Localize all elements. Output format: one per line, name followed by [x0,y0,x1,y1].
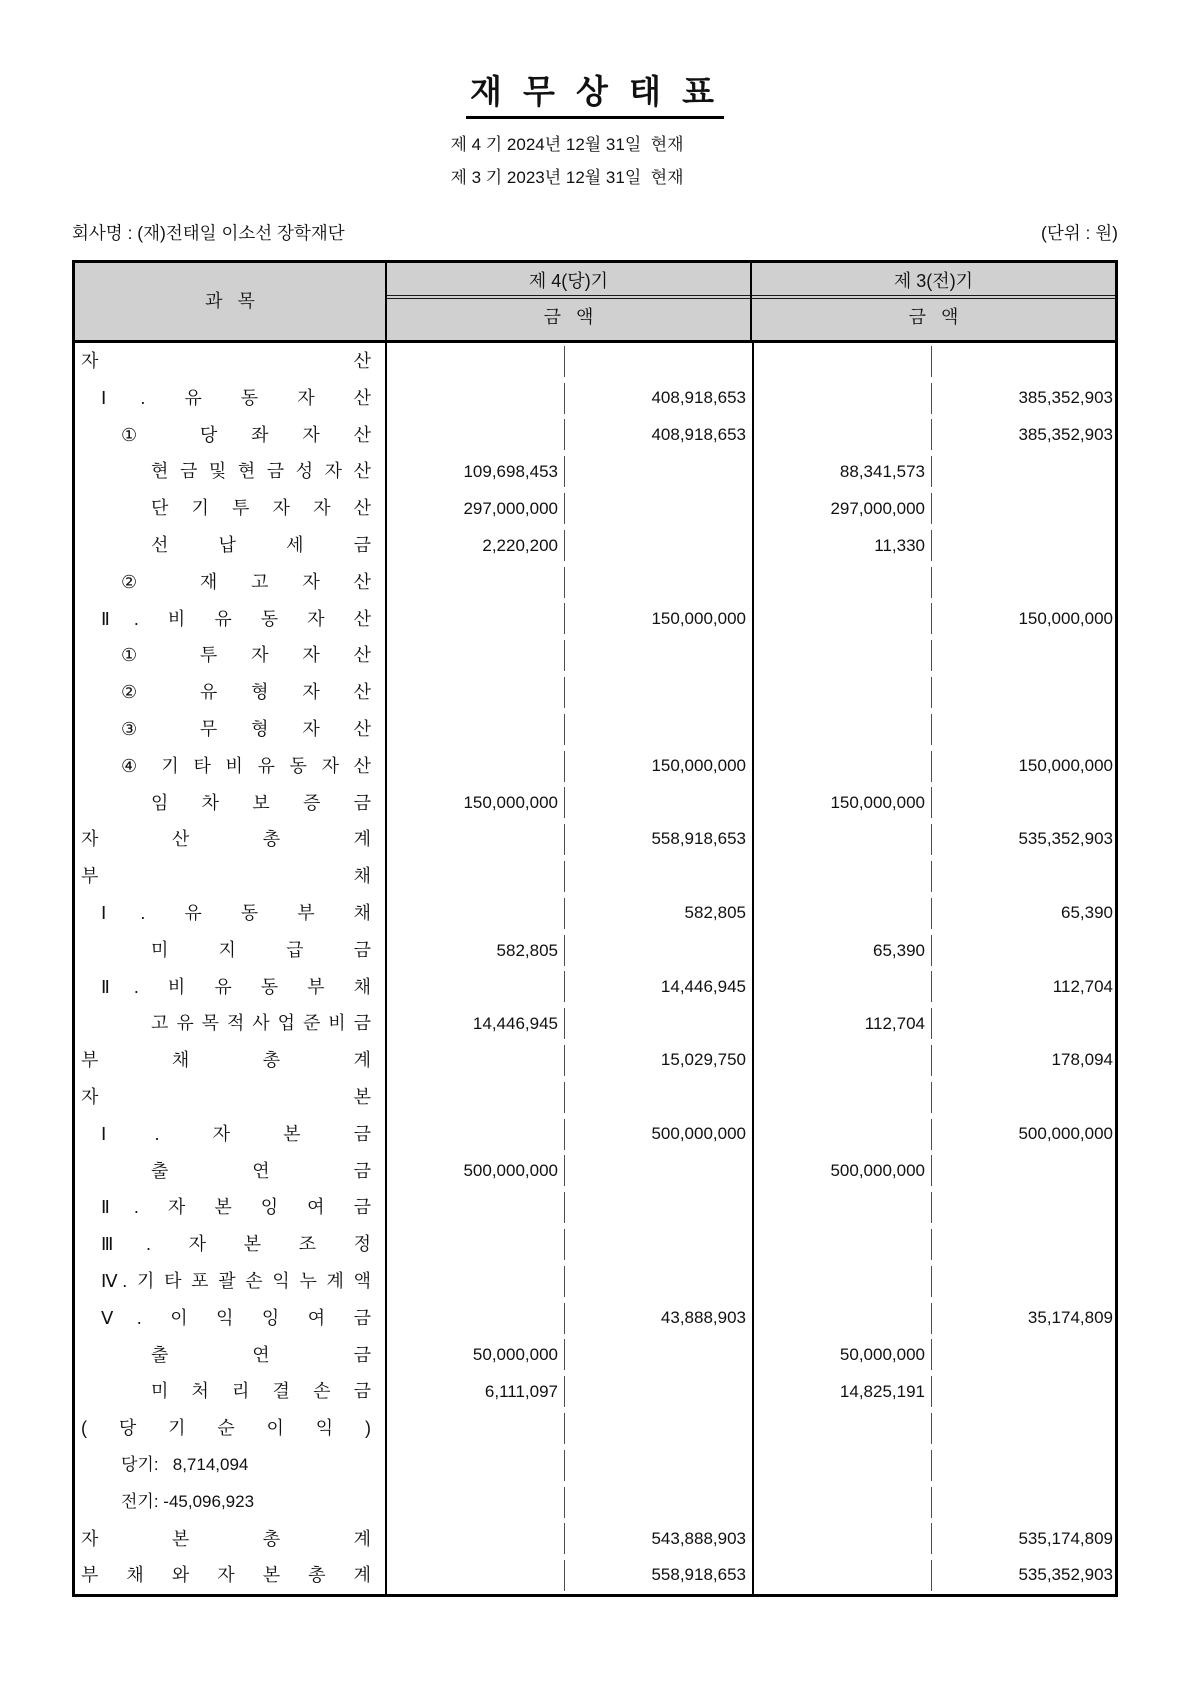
row-subject: 자 본 [81,1086,371,1107]
report-dates [0,128,1190,194]
amount-total [932,1447,1119,1484]
table-row [75,343,1115,380]
row-period-group [385,1300,752,1337]
row-period-group [752,490,1119,527]
amount-detail: 109,698,453 [387,456,565,487]
amount-total: 582,805 [684,902,746,922]
table-row [75,453,1115,490]
row-period-group [385,858,752,895]
row-period-group [385,1337,752,1374]
row-period-group [752,1005,1119,1042]
amount-detail [387,383,565,414]
row-period-group [752,1042,1119,1079]
amount-total [932,1153,1119,1190]
amount-total: 150,000,000 [1018,755,1113,775]
row-period-group [752,1153,1119,1190]
amount-total [932,1410,1119,1447]
amount-total [565,858,752,895]
row-period-group [385,1079,752,1116]
amount-total [565,1484,752,1521]
amount-detail [754,824,932,855]
amount-total [932,490,1119,527]
amount-total [932,1226,1119,1263]
amount-total [932,858,1119,895]
amount-total [565,711,752,748]
row-period-group [385,1410,752,1447]
table-row [75,564,1115,601]
row-period-group [385,1153,752,1190]
row-period-group [752,1116,1119,1153]
row-period-group [385,1521,752,1558]
amount-total: 385,352,903 [1018,387,1113,407]
amount-total [932,1373,1119,1410]
amount-total: 500,000,000 [1018,1123,1113,1143]
amount-detail: 297,000,000 [387,493,565,524]
row-period-group [752,637,1119,674]
row-period-group [385,637,752,674]
row-subject: 부 채 총 계 [81,1050,371,1071]
row-subject: 부 채 [81,866,371,887]
amount-total [565,1189,752,1226]
row-subject: Ⅱ. 비 유 동 자 산 [101,608,371,629]
amount-detail [387,677,565,708]
amount-total: 150,000,000 [651,608,746,628]
table-row [75,1079,1115,1116]
amount-detail [387,1192,565,1223]
amount-detail [754,1192,932,1223]
row-period-group [752,601,1119,638]
table-row [75,969,1115,1006]
row-subject: Ⅲ. 자 본 조 정 [101,1234,371,1255]
row-subject: Ⅱ. 비 유 동 부 채 [101,976,371,997]
amount-detail [387,1560,565,1591]
amount-total [932,1079,1119,1116]
row-subject: 선 납 세 금 [151,534,371,555]
row-period-group [752,932,1119,969]
amount-total: 112,704 [1052,976,1113,996]
row-period-group [385,417,752,454]
row-period-group [752,1447,1119,1484]
row-subject: Ⅰ. 자 본 금 [101,1123,371,1144]
amount-total: 500,000,000 [651,1123,746,1143]
amount-detail [387,1450,565,1481]
row-period-group [385,932,752,969]
amount-total [932,1337,1119,1374]
amount-detail [387,567,565,598]
row-period-group [752,1189,1119,1226]
amount-detail [387,640,565,671]
amount-detail: 14,446,945 [387,1008,565,1039]
amount-total: 65,390 [1061,902,1113,922]
amount-detail: 50,000,000 [754,1339,932,1370]
table-row [75,1557,1115,1594]
amount-detail [754,1487,932,1518]
amount-detail [754,971,932,1002]
row-period-group [385,343,752,380]
table-row [75,785,1115,822]
amount-total [565,785,752,822]
amount-total: 150,000,000 [651,755,746,775]
row-period-group [752,1521,1119,1558]
unit-label: (단위 : 원) [1041,223,1118,243]
table-row [75,1484,1115,1521]
row-period-group [752,1079,1119,1116]
row-period-group [752,343,1119,380]
row-period-group [752,1410,1119,1447]
amount-detail [387,1266,565,1297]
amount-total: 35,174,809 [1027,1307,1113,1327]
amount-total: 408,918,653 [651,387,746,407]
amount-total [565,1373,752,1410]
table-row [75,1005,1115,1042]
row-subject: 자 본 총 계 [81,1528,371,1549]
amount-total: 408,918,653 [651,424,746,444]
row-period-group [385,1557,752,1594]
row-subject: 자 산 총 계 [81,829,371,850]
amount-total [932,564,1119,601]
amount-total [565,1447,752,1484]
row-subject: ③ 무 형 자 산 [121,718,371,739]
amount-total [932,932,1119,969]
row-subject: 현 금 및 현 금 성 자 산 [151,461,371,482]
amount-detail [754,751,932,782]
meta-line [72,220,1118,245]
row-period-group [752,417,1119,454]
amount-detail: 150,000,000 [387,787,565,818]
row-period-group [752,1337,1119,1374]
amount-total: 43,888,903 [660,1307,746,1327]
amount-detail: 88,341,573 [754,456,932,487]
table-row [75,417,1115,454]
row-subject: ( 당 기 순 이 익 ) [81,1418,371,1439]
amount-detail: 6,111,097 [387,1376,565,1407]
amount-total [565,1005,752,1042]
row-period-group [385,601,752,638]
column-header-subject: 과 목 [205,291,255,311]
column-header-period4 [385,263,750,340]
amount-total: 15,029,750 [660,1050,746,1070]
row-period-group [752,1263,1119,1300]
amount-detail [754,861,932,892]
table-row [75,1116,1115,1153]
amount-total: 150,000,000 [1018,608,1113,628]
row-subject: 부 채 와 자 본 총 계 [81,1565,371,1586]
row-subject: 자 산 [81,351,371,371]
amount-total [565,1263,752,1300]
row-period-group [752,1373,1119,1410]
amount-total [565,637,752,674]
amount-total [932,1263,1119,1300]
amount-total [565,1153,752,1190]
row-subject: 단 기 투 자 자 산 [151,498,371,519]
table-row [75,637,1115,674]
row-period-group [385,1042,752,1079]
row-subject: 고 유 목 적 사 업 준 비 금 [151,1013,371,1034]
amount-detail [754,1266,932,1297]
row-period-group [752,1557,1119,1594]
table-row [75,1410,1115,1447]
table-row [75,1189,1115,1226]
row-period-group [385,1373,752,1410]
amount-detail: 150,000,000 [754,787,932,818]
table-header [75,263,1115,343]
amount-total: 178,094 [1051,1050,1113,1070]
amount-detail [754,898,932,929]
amount-detail [754,1450,932,1481]
amount-detail [387,1045,565,1076]
row-period-group [752,453,1119,490]
row-subject: 미 지 급 금 [151,939,371,960]
table-row [75,380,1115,417]
row-period-group [752,674,1119,711]
amount-detail [387,1229,565,1260]
table-row [75,527,1115,564]
row-subject: ① 투 자 자 산 [121,645,371,666]
table-row [75,748,1115,785]
row-period-group [752,969,1119,1006]
column-header-period3 [750,263,1115,340]
amount-detail: 2,220,200 [387,530,565,561]
row-period-group [385,1263,752,1300]
amount-total [565,490,752,527]
table-row [75,1447,1115,1484]
row-subject: Ⅴ. 이 익 잉 여 금 [101,1307,371,1328]
row-period-group [752,1226,1119,1263]
table-row [75,858,1115,895]
row-subject: Ⅰ. 유 동 자 산 [101,387,371,408]
row-subject: 전기: -45,096,923 [121,1491,255,1511]
row-period-group [385,895,752,932]
amount-detail [754,1082,932,1113]
amount-total [932,1005,1119,1042]
amount-total: 535,352,903 [1018,1565,1113,1585]
row-period-group [752,564,1119,601]
period3-label: 제 3(전)기 [752,263,1115,299]
amount-total [565,527,752,564]
row-subject: 임 차 보 증 금 [151,792,371,813]
row-subject: Ⅰ. 유 동 부 채 [101,902,371,923]
row-period-group [752,785,1119,822]
amount-total: 385,352,903 [1018,424,1113,444]
period4-amount-label: 금 액 [543,307,594,327]
row-period-group [385,453,752,490]
amount-total [932,785,1119,822]
period-3-date: 제 3 기 2023년 12월 31일 현재 [450,168,684,187]
amount-detail [754,1560,932,1591]
table-body [75,343,1115,1594]
amount-detail [754,1303,932,1334]
table-row [75,1521,1115,1558]
row-period-group [752,895,1119,932]
row-period-group [752,1300,1119,1337]
row-period-group [385,1484,752,1521]
amount-detail [754,677,932,708]
amount-detail: 500,000,000 [754,1155,932,1186]
company-name: 회사명 : (재)전태일 이소선 장학재단 [72,223,345,243]
amount-detail [754,383,932,414]
amount-detail [387,971,565,1002]
row-period-group [385,490,752,527]
amount-total: 558,918,653 [651,829,746,849]
table-row [75,1226,1115,1263]
amount-total [565,1079,752,1116]
row-subject: 미 처 리 결 손 금 [151,1381,371,1402]
amount-total: 535,174,809 [1018,1528,1113,1548]
amount-detail [387,824,565,855]
row-period-group [385,785,752,822]
row-period-group [385,1189,752,1226]
table-row [75,711,1115,748]
amount-total [932,711,1119,748]
amount-detail [754,1523,932,1554]
table-row [75,1373,1115,1410]
row-period-group [385,821,752,858]
row-period-group [752,748,1119,785]
amount-detail: 582,805 [387,935,565,966]
amount-total [565,674,752,711]
amount-detail [387,714,565,745]
amount-detail [387,1082,565,1113]
row-period-group [752,821,1119,858]
row-period-group [752,380,1119,417]
amount-detail [387,1413,565,1444]
row-period-group [385,1116,752,1153]
table-row [75,601,1115,638]
amount-total [932,527,1119,564]
table-row [75,932,1115,969]
table-row [75,1300,1115,1337]
table-row [75,1042,1115,1079]
row-period-group [752,711,1119,748]
table-row [75,1153,1115,1190]
amount-total [565,1410,752,1447]
amount-detail [387,1487,565,1518]
amount-total [565,564,752,601]
financial-statement-table [72,260,1118,1597]
row-period-group [385,711,752,748]
table-row [75,674,1115,711]
amount-detail: 11,330 [754,530,932,561]
row-period-group [385,1226,752,1263]
amount-detail [387,1119,565,1150]
amount-detail [387,898,565,929]
period4-label: 제 4(당)기 [387,263,750,299]
amount-detail [754,419,932,450]
amount-total [932,343,1119,380]
amount-total [565,1226,752,1263]
row-period-group [752,1484,1119,1521]
amount-detail [754,567,932,598]
period3-amount-label: 금 액 [908,307,959,327]
amount-detail [754,1229,932,1260]
row-period-group [385,748,752,785]
amount-detail [387,419,565,450]
amount-detail [754,640,932,671]
amount-detail [387,1523,565,1554]
row-period-group [385,380,752,417]
amount-detail [754,603,932,634]
amount-total [932,453,1119,490]
amount-total [932,637,1119,674]
table-row [75,490,1115,527]
amount-detail: 14,825,191 [754,1376,932,1407]
row-subject: ① 당 좌 자 산 [121,424,371,445]
amount-detail: 50,000,000 [387,1339,565,1370]
amount-detail [754,346,932,377]
row-period-group [385,969,752,1006]
amount-total [932,674,1119,711]
row-period-group [385,1447,752,1484]
row-period-group [385,564,752,601]
row-subject: ② 유 형 자 산 [121,682,371,703]
table-row [75,1263,1115,1300]
amount-detail: 297,000,000 [754,493,932,524]
table-row [75,821,1115,858]
row-subject: 출 연 금 [151,1160,371,1181]
amount-detail [387,1303,565,1334]
row-period-group [752,527,1119,564]
row-subject: Ⅱ. 자 본 잉 여 금 [101,1197,371,1218]
amount-detail: 112,704 [754,1008,932,1039]
amount-detail [754,714,932,745]
amount-detail: 65,390 [754,935,932,966]
amount-detail [754,1119,932,1150]
row-subject: Ⅳ. 기 타 포 괄 손 익 누 계 액 [101,1270,371,1291]
amount-detail [387,603,565,634]
table-row [75,1337,1115,1374]
row-period-group [385,527,752,564]
row-subject: ② 재 고 자 산 [121,571,371,592]
amount-total: 558,918,653 [651,1565,746,1585]
row-subject: 출 연 금 [151,1344,371,1365]
row-subject: 당기: 8,714,094 [121,1454,249,1474]
page-title: 재 무 상 태 표 [466,66,724,119]
amount-total [565,343,752,380]
row-period-group [385,674,752,711]
amount-detail [754,1413,932,1444]
amount-total [932,1189,1119,1226]
row-subject: ④ 기 타 비 유 동 자 산 [121,755,371,776]
amount-detail [387,751,565,782]
amount-total: 543,888,903 [651,1528,746,1548]
row-period-group [752,858,1119,895]
amount-total [565,453,752,490]
amount-total: 14,446,945 [660,976,746,996]
period-4-date: 제 4 기 2024년 12월 31일 현재 [450,135,684,154]
amount-total: 535,352,903 [1018,829,1113,849]
amount-total [932,1484,1119,1521]
amount-detail [754,1045,932,1076]
table-row [75,895,1115,932]
amount-detail [387,861,565,892]
amount-detail [387,346,565,377]
amount-detail: 500,000,000 [387,1155,565,1186]
amount-total [565,932,752,969]
row-period-group [385,1005,752,1042]
amount-total [565,1337,752,1374]
